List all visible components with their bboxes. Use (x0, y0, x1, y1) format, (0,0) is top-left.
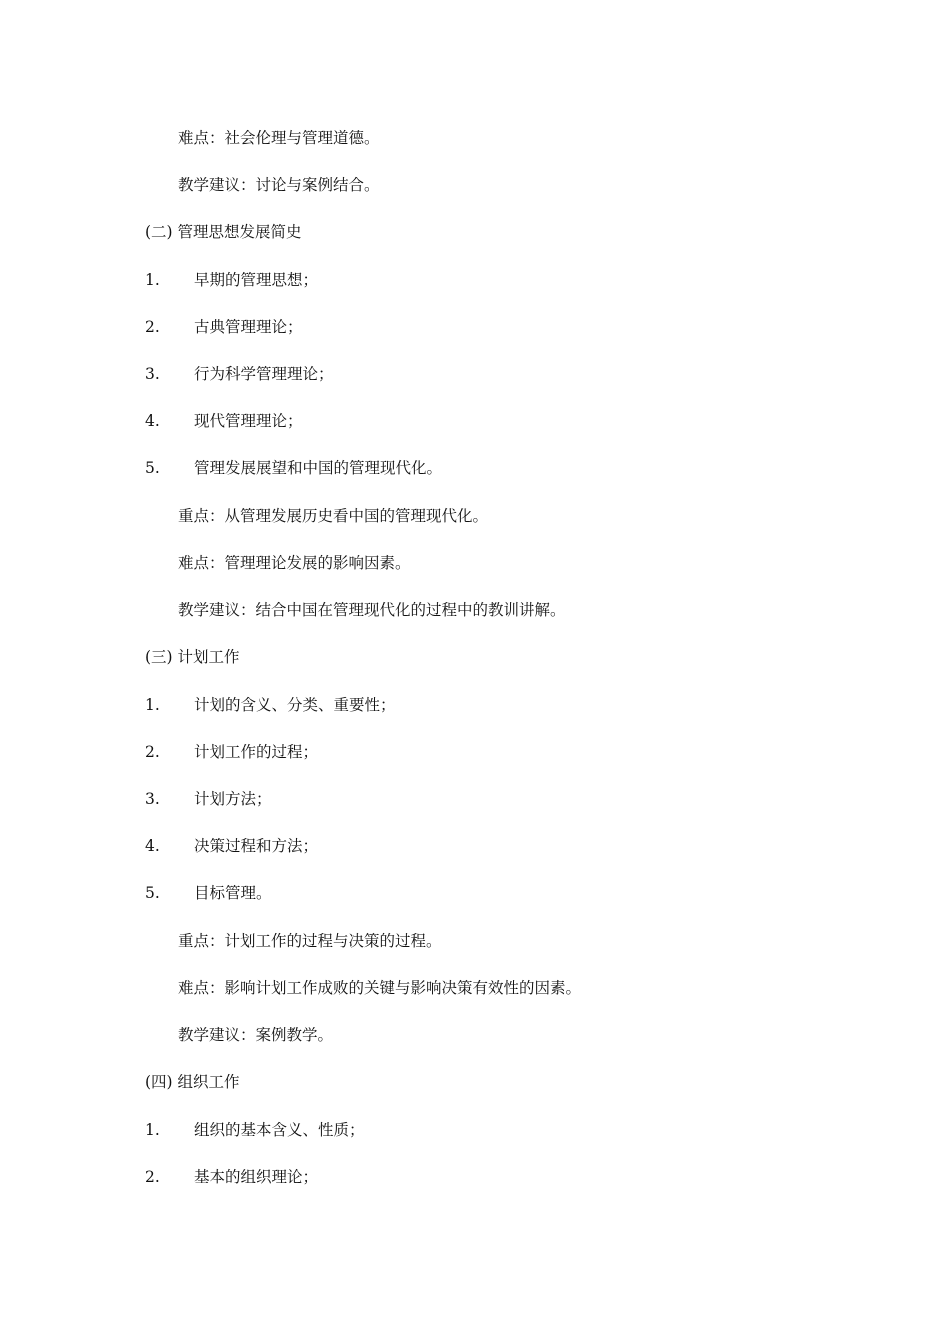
list-item-number: 5. (145, 884, 160, 902)
list-item-text: 现代管理理论； (194, 412, 303, 430)
list-item-number: 1. (145, 271, 160, 289)
list-item (0, 881, 950, 905)
section-heading: (三) 计划工作 (145, 648, 240, 666)
list-item (0, 693, 950, 717)
list-item-text: 基本的组织理论； (194, 1168, 319, 1186)
teaching-advice-line: 教学建议：讨论与案例结合。 (178, 176, 380, 194)
teaching-advice-line: 教学建议：案例教学。 (178, 1026, 334, 1044)
list-item-number: 4. (145, 412, 160, 430)
list-item-text: 组织的基本含义、性质； (194, 1121, 365, 1139)
list-item (0, 740, 950, 764)
list-item (0, 409, 950, 433)
list-item-number: 4. (145, 837, 160, 855)
list-item-text: 计划方法； (194, 790, 272, 808)
list-item-text: 管理发展展望和中国的管理现代化。 (194, 459, 443, 477)
difficulty-line: 难点：管理理论发展的影响因素。 (178, 554, 411, 572)
list-item-text: 行为科学管理理论； (194, 365, 334, 383)
list-item-number: 2. (145, 318, 160, 336)
list-item-number: 2. (145, 1168, 160, 1186)
list-item (0, 362, 950, 386)
list-item-text: 计划的含义、分类、重要性； (194, 696, 396, 714)
list-item-number: 5. (145, 459, 160, 477)
list-item (0, 315, 950, 339)
difficulty-line: 难点：影响计划工作成败的关键与影响决策有效性的因素。 (178, 979, 582, 997)
list-item (0, 456, 950, 480)
section-heading: (四) 组织工作 (145, 1073, 240, 1091)
list-item (0, 1118, 950, 1142)
key-point-line: 重点：从管理发展历史看中国的管理现代化。 (178, 507, 489, 525)
list-item-text: 古典管理理论； (194, 318, 303, 336)
list-item-number: 2. (145, 743, 160, 761)
list-item-text: 目标管理。 (194, 884, 272, 902)
list-item-number: 1. (145, 696, 160, 714)
list-item (0, 1165, 950, 1189)
section-heading: (二) 管理思想发展简史 (145, 223, 302, 241)
list-item-number: 1. (145, 1121, 160, 1139)
difficulty-line: 难点：社会伦理与管理道德。 (178, 129, 380, 147)
list-item-number: 3. (145, 365, 160, 383)
list-item-number: 3. (145, 790, 160, 808)
list-item (0, 787, 950, 811)
list-item-text: 决策过程和方法； (194, 837, 319, 855)
list-item (0, 268, 950, 292)
list-item-text: 计划工作的过程； (194, 743, 319, 761)
key-point-line: 重点：计划工作的过程与决策的过程。 (178, 932, 442, 950)
teaching-advice-line: 教学建议：结合中国在管理现代化的过程中的教训讲解。 (178, 601, 566, 619)
list-item (0, 834, 950, 858)
list-item-text: 早期的管理思想； (194, 271, 319, 289)
